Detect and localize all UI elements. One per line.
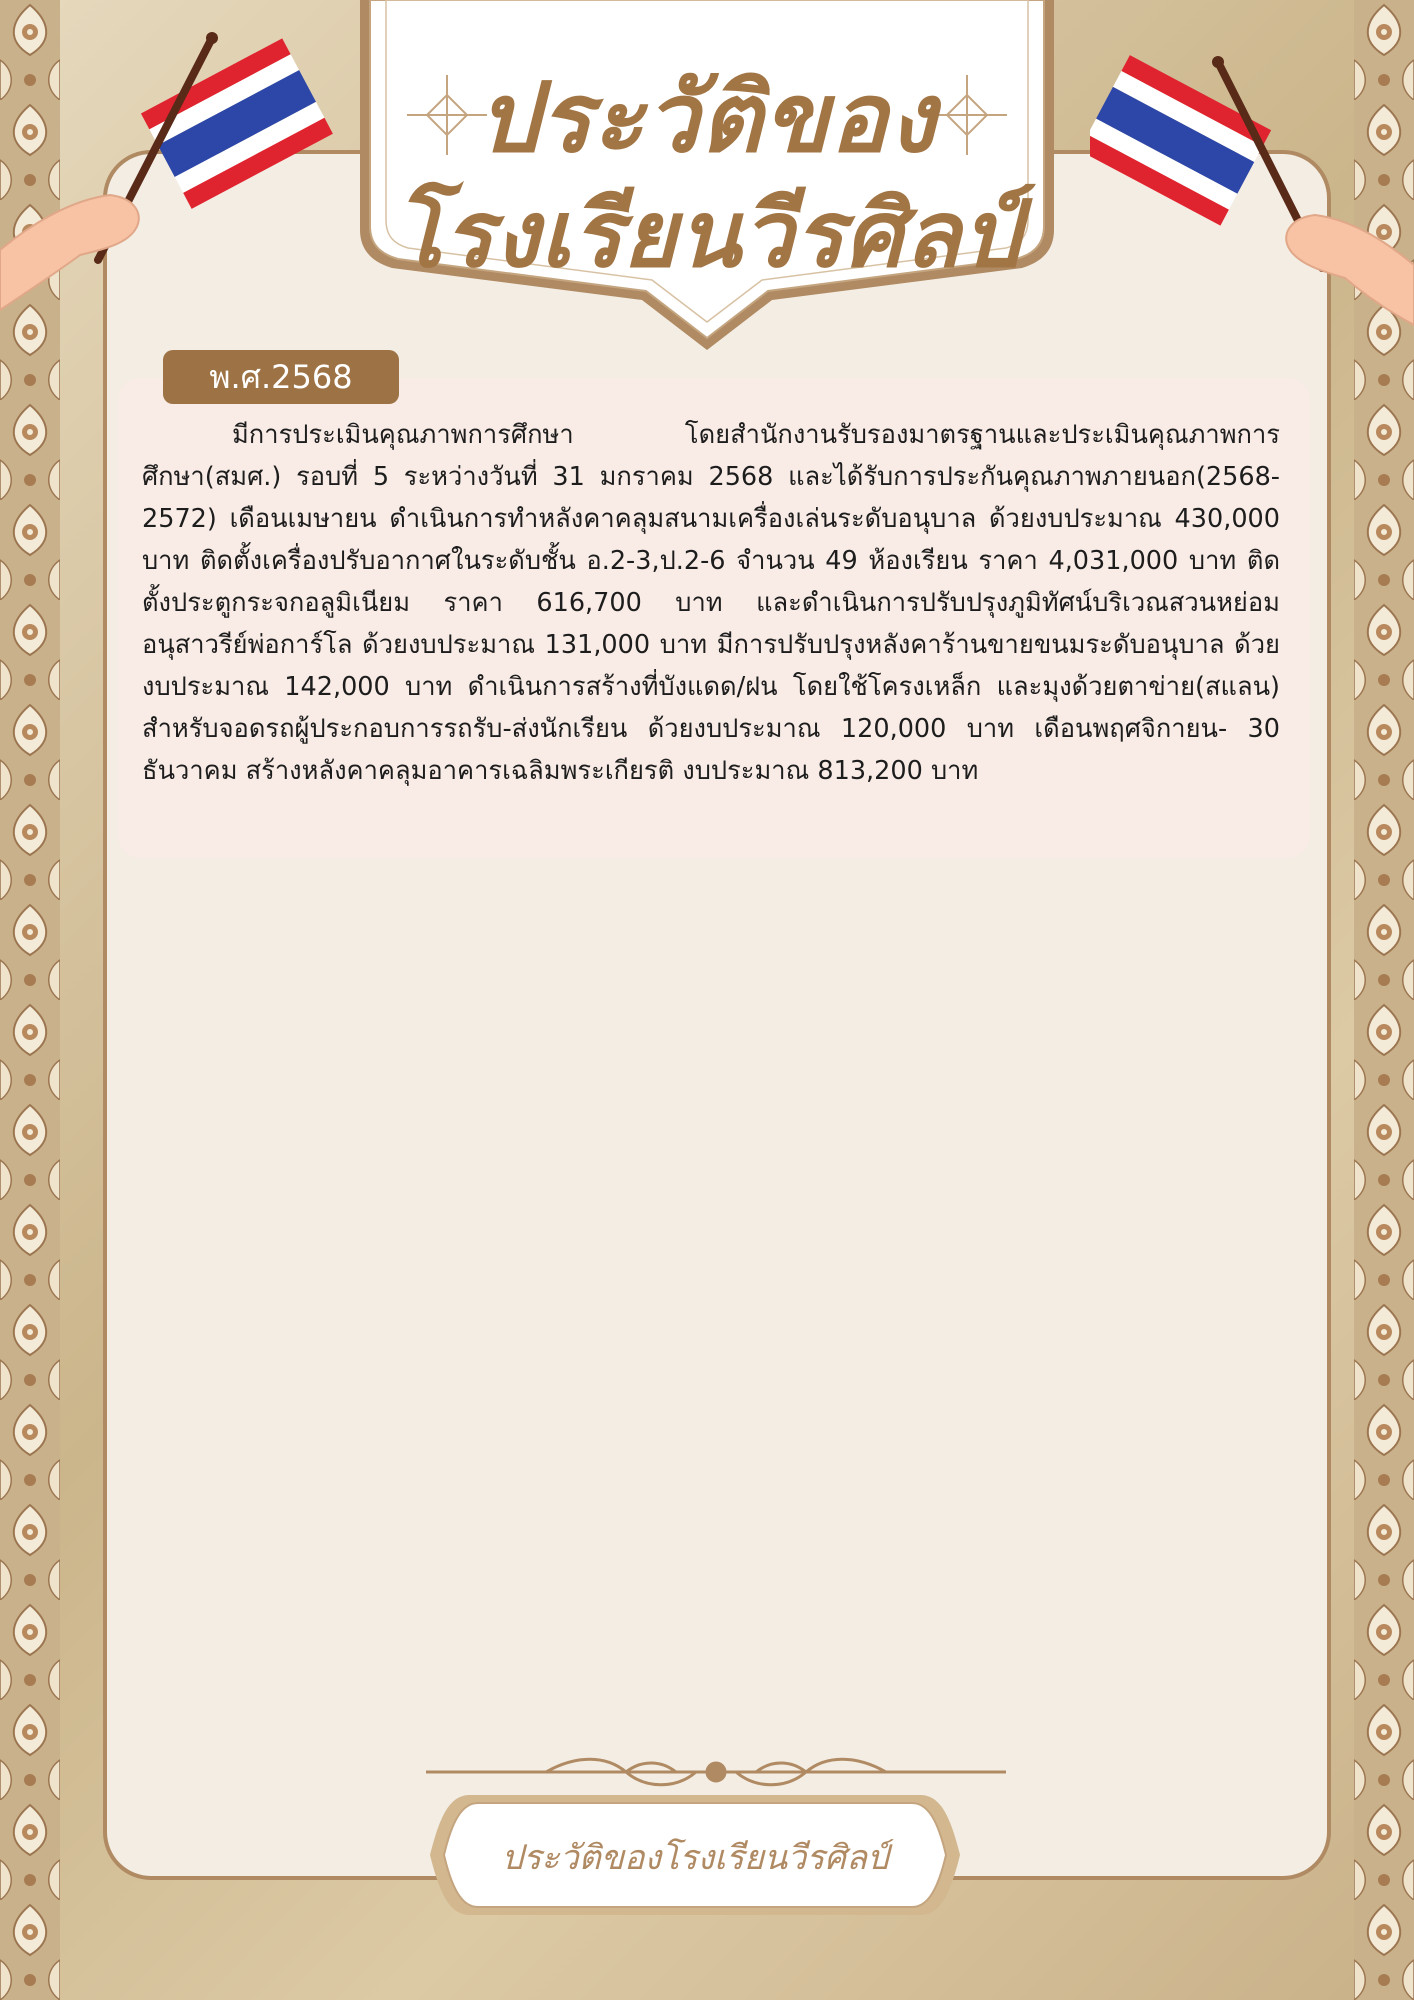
hand-icon — [0, 195, 139, 310]
page-title-line1: ประวัติของ — [477, 61, 937, 174]
year-badge: พ.ศ.2568 — [163, 350, 399, 404]
hand-icon — [1286, 215, 1414, 325]
ornament-divider-icon — [426, 1755, 1006, 1789]
thai-flag-right-icon — [1090, 50, 1414, 330]
history-content-box — [118, 378, 1310, 858]
history-paragraph: มีการประเมินคุณภาพการศึกษา โดยสำนักงานรับรองมาตรฐานและประเมินคุณภาพการศึกษา(สมศ.) รอบที่ 5 ระหว่างวันที่ 31 มกราคม 2568 และได้รับการประกันคุณภาพภายนอก(2568-2572) เดือนเมษายน ดำเนินการทำหลังคาคลุมสนามเครื่องเล่นระดับอนุบาล ด้วยงบประมาณ 430,000 บาท ติดตั้งเครื่องปรับอากาศในระดับชั้น อ.2-3,ป.2-6 จำนวน 49 ห้องเรียน ราคา 4,031,000 บาท ติดตั้งประตูกระจกอลูมิเนียม ราคา 616,700 บาท และดำเนินการปรับปรุงภูมิทัศน์บริเวณสวนหย่อมอนุสาวรีย์พ่อการ์โล ด้วยงบประมาณ 131,000 บาท มีการปรับปรุงหลังคาร้านขายขนมระดับอนุบาล ด้วยงบประมาณ 142,000 บาท ดำเนินการสร้างที่บังแดด/ฝน โดยใช้โครงเหล็ก และมุงด้วยตาข่าย(สแลน) สำหรับจอดรถผู้ประกอบการรถรับ-ส่งนักเรียน ด้วยงบประมาณ 120,000 บาท เดือนพฤศจิกายน- 30 ธันวาคม สร้างหลังคาคลุมอาคารเฉลิมพระเกียรติ งบประมาณ 813,200 บาท — [142, 420, 1280, 786]
thai-flag-left-icon — [0, 30, 340, 330]
footer-title: ประวัติของโรงเรียนวีรศิลป์ — [501, 1838, 889, 1878]
page-title-line2: โรงเรียนวีรศิลป์ — [393, 180, 1021, 288]
